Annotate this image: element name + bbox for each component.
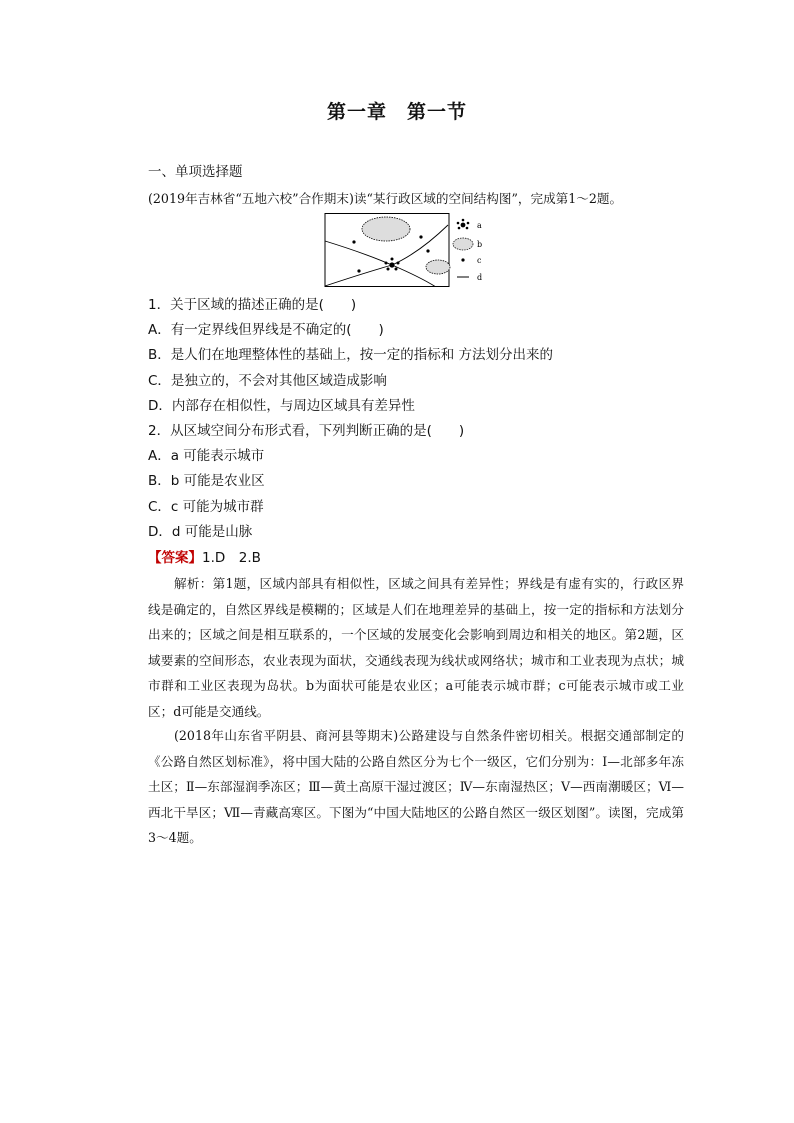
spatial-structure-figure [324,213,494,287]
q1-stem: 1．关于区域的描述正确的是( ) [148,297,357,313]
q2-option-c: C．c 可能为城市群 [148,498,264,515]
questions-block [148,293,684,545]
section-heading: 一、单项选择题 [148,164,243,180]
city-point [352,240,355,243]
city-point [419,235,422,238]
legend-a-label: a [477,221,482,230]
q1-option-a: A．有一定界线但界线是不确定的( ) [148,322,384,339]
section-heading-block [148,160,684,185]
q1-option-b: B．是人们在地理整体性的基础上，按一定的指标和 方法划分出来的 [148,347,554,364]
answer-block [148,546,684,571]
city-point [357,269,360,272]
legend-b-label: b [477,240,483,249]
page-title: 第一章 第一节 [326,101,467,123]
legend-a-icon [457,219,470,230]
city-cluster-icon [385,258,400,271]
q2-option-b: B．b 可能是农业区 [148,473,265,490]
legend-c-icon [461,258,464,261]
q2-option-a: A．a 可能表示城市 [148,448,265,465]
legend-d-label: d [477,273,483,282]
explanation: 解析：第1题，区域内部具有相似性，区域之间具有差异性；界线是有虚有实的，行政区界线是确定的，自然区界线是模糊的；区域是人们在地理差异的基础上，按一定的指标和方法划分出来的；区域之间是相互联系的，一个区域的发展变化会影响到周边和相关的地区。第2题，区域要素的空间形态，农业表现为面状，交通线表现为线状或网络状；城市和工业表现为点状；城市群和工业区表现为岛状。b为面状可能是农业区；a可能表示城市群；c可能表示城市或工业区；d可能是交通线。 [148,576,684,719]
answer-value: 1.D 2.B [202,550,261,566]
city-point [426,249,429,252]
legend-b-icon [453,238,473,250]
q2-stem: 2．从区域空间分布形式看，下列判断正确的是( ) [148,423,465,440]
intro-1: (2019年吉林省“五地六校”合作期末)读“某行政区域的空间结构图”，完成第1～2题。 [148,191,623,206]
agricultural-area-ellipse [362,217,410,241]
legend-c-label: c [477,256,482,265]
industrial-island-ellipse [426,260,450,274]
intro-1-block [148,186,684,211]
q1-option-c: C．是独立的，不会对其他区域造成影响 [148,372,387,389]
q1-option-d: D．内部存在相似性，与周边区域具有差异性 [148,397,415,414]
q2-option-d: D．d 可能是山脉 [148,523,253,540]
answer-tag: 【答案】 [148,550,202,566]
intro-2: (2018年山东省平阴县、商河县等期末)公路建设与自然条件密切相关。根据交通部制定的《公路自然区划标准》，将中国大陆的公路自然区分为七个一级区，它们分别为：Ⅰ—北部多年冻土区；Ⅱ—东部湿润季冻区；Ⅲ—黄土高原干湿过渡区；Ⅳ—东南湿热区；Ⅴ—西南潮暖区；Ⅵ—西北干旱区；Ⅶ—青藏高寒区。下图为“中国大陆地区的公路自然区一级区划图”。读图，完成第3～4题。 [148,728,684,845]
